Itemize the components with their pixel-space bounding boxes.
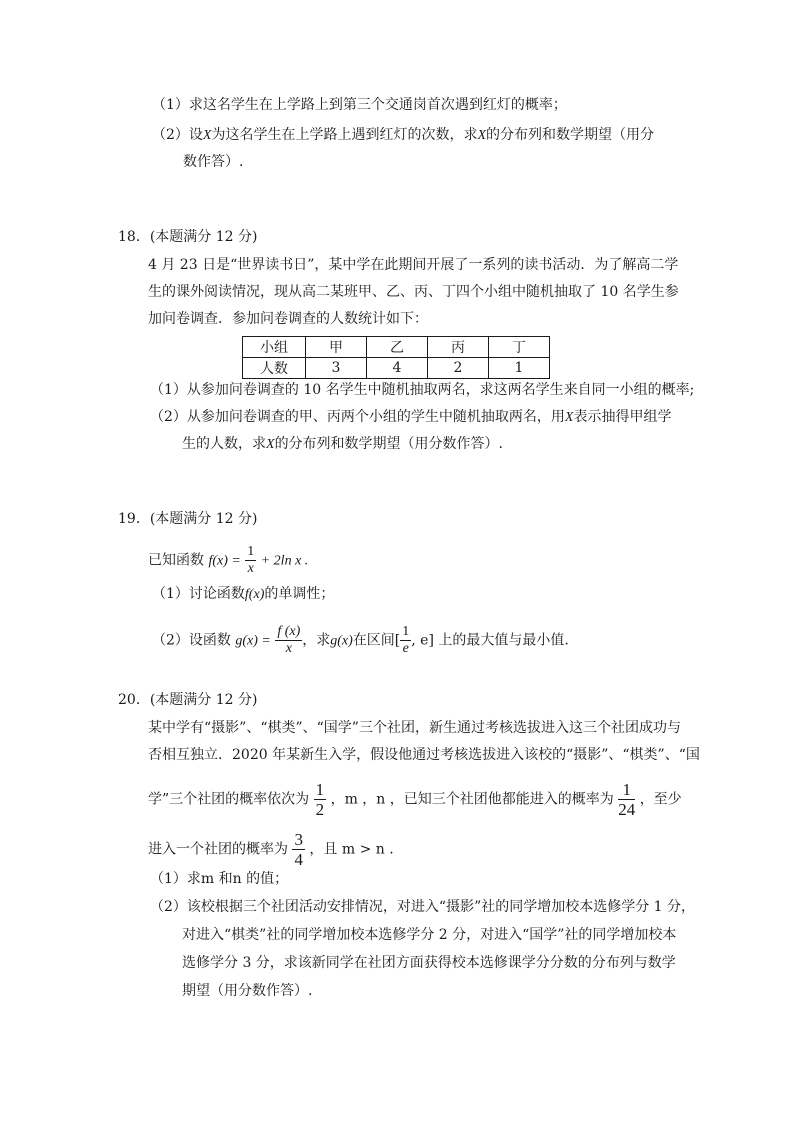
q20-part2-line1: （2）该校根据三个社团活动安排情况，对进入“摄影”社的同学增加校本选修学分 1 分， xyxy=(150,899,696,915)
q19-given xyxy=(148,544,308,577)
text: （1）讨论函数 xyxy=(152,586,245,602)
variable-x: X xyxy=(564,410,574,425)
numerator: f (x) xyxy=(277,624,301,639)
table-row xyxy=(243,358,550,379)
text: 在区间[ xyxy=(352,632,401,649)
q17-part2-line2: 数作答）. xyxy=(183,154,244,170)
numerator: 1 xyxy=(618,780,635,800)
function-g: g(x) xyxy=(330,633,353,649)
table-cell: 小组 xyxy=(243,337,306,358)
text: 为这名学生在上学路上遇到红灯的次数，求 xyxy=(211,127,478,143)
table-cell: 1 xyxy=(489,358,550,379)
table-cell: 2 xyxy=(428,358,489,379)
fraction-f-over-x xyxy=(275,624,302,657)
q19-heading: 19．(本题满分 12 分) xyxy=(118,511,258,527)
numerator: 3 xyxy=(294,830,303,849)
numerator: 1 xyxy=(315,780,325,799)
q18-part1: （1）从参加问卷调查的 10 名学生中随机抽取两名，求这两名学生来自同一小组的概率; xyxy=(150,382,695,398)
text: 进入一个社团的概率为 xyxy=(148,841,288,858)
q20-heading: 20．(本题满分 12 分) xyxy=(118,692,258,708)
text: 表示抽得甲组学 xyxy=(573,409,672,425)
q18-line3: 加问卷调查．参加问卷调查的人数统计如下： xyxy=(148,311,428,327)
text: ，求 xyxy=(302,632,331,649)
q20-line1: 某中学有“摄影”、“棋类”、“国学”三个社团，新生通过考核选拔进入这三个社团成功与 xyxy=(148,720,681,736)
q19-part1 xyxy=(152,584,334,605)
text: （2）设函数 xyxy=(152,632,231,649)
table-cell: 人数 xyxy=(243,358,306,379)
table-cell: 甲 xyxy=(306,337,367,358)
variable-x: X xyxy=(477,128,487,143)
q18-part2-line1 xyxy=(150,407,671,428)
text: + 2ln x . xyxy=(260,553,309,569)
denominator: 4 xyxy=(294,850,303,869)
text: ，且 m > n . xyxy=(309,841,394,858)
denominator: 2 xyxy=(315,800,325,819)
fraction-one-over-e xyxy=(400,624,411,657)
text: ，至少 xyxy=(639,791,682,808)
text: 的分布列和数学期望（用分 xyxy=(486,127,655,143)
fraction-one-over-x xyxy=(245,544,256,577)
text: 的单调性； xyxy=(264,586,335,602)
q18-heading: 18．(本题满分 12 分) xyxy=(118,229,258,245)
q20-part2-line4: 期望（用分数作答）. xyxy=(182,983,313,999)
numerator: 1 xyxy=(247,544,255,559)
text: （2）从参加问卷调查的甲、丙两个小组的学生中随机抽取两名，用 xyxy=(150,409,565,425)
q20-line4 xyxy=(148,830,394,869)
denominator: x xyxy=(247,561,254,576)
text: , e] 上的最大值与最小值. xyxy=(411,632,569,649)
q20-part2-line2: 对进入“棋类”社的同学增加校本选修学分 2 分，对进入“国学”社的同学增加校本 xyxy=(182,927,677,943)
table-cell: 丙 xyxy=(428,337,489,358)
text: （2）设 xyxy=(152,127,203,143)
table-cell: 3 xyxy=(306,358,367,379)
text: ，m ，n ，已知三个社团他都能进入的概率为 xyxy=(330,791,614,808)
function-f: f(x) = xyxy=(208,553,241,569)
q20-part1: （1）求m 和n 的值； xyxy=(150,871,289,887)
fraction-one-half xyxy=(314,780,327,819)
table-header-row xyxy=(243,337,550,358)
denominator: x xyxy=(285,641,292,656)
q17-part1: （1）求这名学生在上学路上到第三个交通岗首次遇到红灯的概率； xyxy=(152,97,567,113)
q18-part2-line2 xyxy=(182,434,503,455)
text: 已知函数 xyxy=(148,552,204,569)
variable-x: X xyxy=(266,437,275,452)
fraction-one-24 xyxy=(618,780,635,819)
q17-part2-line1 xyxy=(152,125,654,146)
q18-line1: 4 月 23 日是“世界读书日”，某中学在此期间开展了一系列的读书活动．为了解高二学 xyxy=(148,257,679,273)
table-cell: 4 xyxy=(367,358,428,379)
survey-table xyxy=(242,336,550,379)
text: 的分布列和数学期望（用分数作答）. xyxy=(274,436,504,452)
text: 学”三个社团的概率依次为 xyxy=(148,791,310,808)
function-g: g(x) = xyxy=(235,633,271,649)
table-cell: 乙 xyxy=(367,337,428,358)
q20-part2-line3: 选修学分 3 分，求该新同学在社团方面获得校本选修课学分分数的分布列与数学 xyxy=(182,955,676,971)
table-cell: 丁 xyxy=(489,337,550,358)
q20-line2: 否相互独立．2020 年某新生入学，假设他通过考核选拔进入该校的“摄影”、“棋类”、“国 xyxy=(148,747,700,763)
denominator: 24 xyxy=(618,800,636,819)
numerator: 1 xyxy=(402,624,410,639)
text: 生的人数，求 xyxy=(182,436,266,452)
function-f: f(x) xyxy=(244,587,265,602)
denominator: e xyxy=(402,641,409,656)
variable-x: X xyxy=(202,128,212,143)
q19-part2 xyxy=(152,624,569,657)
q20-line3 xyxy=(148,780,682,819)
q18-line2: 生的课外阅读情况，现从高二某班甲、乙、丙、丁四个小组中随机抽取了 10 名学生参 xyxy=(148,284,679,300)
fraction-three-quarters xyxy=(292,830,305,869)
